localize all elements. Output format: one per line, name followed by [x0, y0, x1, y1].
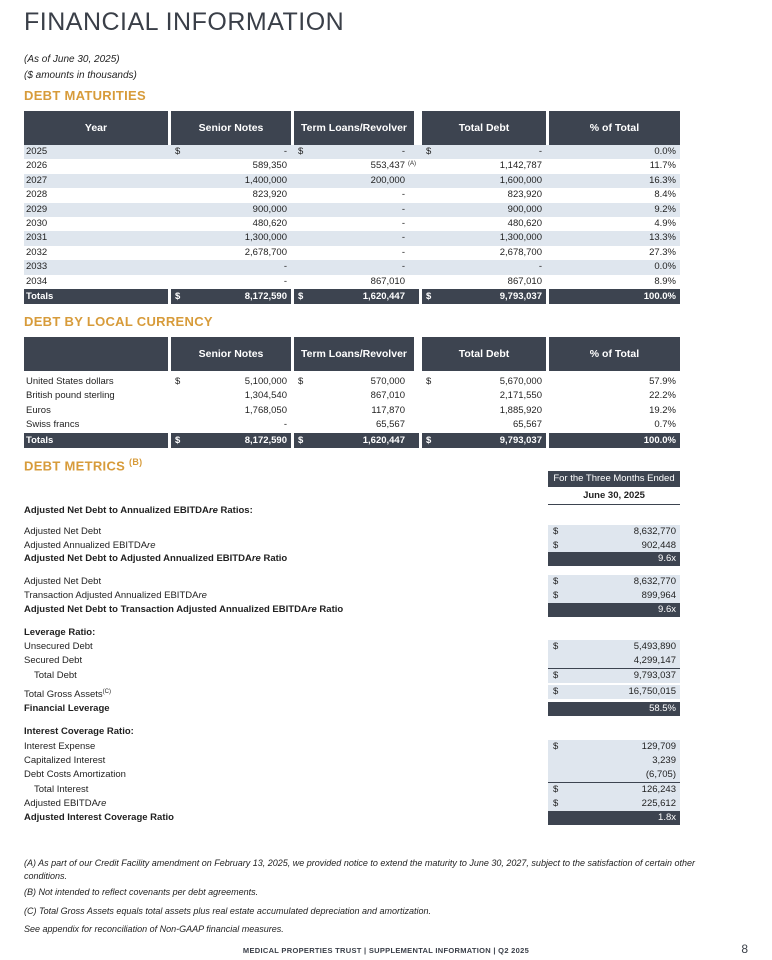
footnote-a: (A) As part of our Credit Facility amendment on February 13, 2025, we provided notice to extend the maturity to June 30, 2027, subject to the satisfaction of certain other conditions.: [24, 858, 696, 881]
term-loans-value: 1,620,447: [362, 290, 405, 302]
col-senior-notes: Senior Notes: [171, 111, 291, 145]
row-label: 2025: [26, 146, 48, 157]
metric-row: [24, 589, 680, 603]
dollar-sign: $: [426, 290, 432, 302]
table-row: [24, 404, 680, 418]
metric-label: Adjusted Interest Coverage Ratio: [24, 812, 174, 823]
metric-value: $ 225,612: [548, 797, 680, 811]
table-header: [24, 111, 680, 145]
metric-label: Adjusted Net Debt: [24, 576, 102, 587]
metric-value: 1.8x: [548, 811, 680, 825]
table-row: [24, 389, 680, 403]
pct-total-value: 100.0%: [643, 290, 676, 302]
footnote-c: (C) Total Gross Assets equals total assets plus real estate accumulated depreciation and amortization.: [24, 906, 432, 916]
pct-total-value: 11.7%: [649, 160, 676, 172]
table-row: [24, 159, 680, 173]
table-row: [24, 246, 680, 260]
note-a-marker: (A): [408, 161, 416, 168]
subtitle-units: ($ amounts in thousands): [24, 70, 137, 81]
metrics-column-date: June 30, 2025: [548, 488, 680, 505]
footnote-b: (B) Not intended to reflect covenants per debt agreements.: [24, 887, 259, 897]
metric-value: $ 16,750,015: [548, 685, 680, 699]
total-debt-value: 2,171,550: [499, 390, 542, 402]
pct-total-value: 0.0%: [654, 261, 676, 273]
ratios-heading: Adjusted Net Debt to Annualized EBITDAre Ratios:: [24, 505, 253, 516]
pct-total-value: 13.3%: [649, 232, 676, 244]
metric-row: [24, 552, 680, 566]
table-row: [24, 217, 680, 231]
debt-metrics-title: DEBT METRICS: [24, 458, 126, 474]
col-year: Year: [24, 111, 168, 145]
senior-notes-value: 1,300,000: [244, 232, 287, 244]
senior-notes-value: -: [283, 419, 287, 431]
col-pct-total: % of Total: [549, 111, 680, 145]
row-label: 2028: [26, 189, 48, 201]
metric-value: $ 899,964: [548, 589, 680, 603]
dollar-sign: $: [426, 434, 432, 446]
senior-notes-value: 1,400,000: [244, 174, 287, 186]
dollar-sign: $: [298, 434, 304, 446]
dollar-sign: $: [175, 146, 181, 157]
metric-label: Transaction Adjusted Annualized EBITDAre: [24, 590, 207, 601]
term-loans-value: -: [401, 146, 405, 157]
debt-maturities-table: [24, 111, 680, 304]
debt-maturities-heading: DEBT MATURITIES: [24, 88, 146, 103]
metric-row: [24, 640, 680, 654]
col-term-loans: Term Loans/Revolver: [294, 111, 414, 145]
dollar-sign: $: [175, 376, 181, 387]
pct-total-value: 0.7%: [654, 419, 676, 431]
pct-total-value: 8.4%: [654, 189, 676, 201]
pct-total-value: 57.9%: [649, 376, 676, 387]
metric-label: Adjusted Net Debt: [24, 526, 102, 537]
col-pct-total: % of Total: [549, 337, 680, 371]
dollar-sign: $: [298, 290, 304, 302]
senior-notes-value: 2,678,700: [244, 246, 287, 258]
coverage-heading: Interest Coverage Ratio:: [24, 726, 134, 737]
row-label: 2026: [26, 160, 48, 172]
metric-label: Total Gross Assets$^{(C)}$: [24, 689, 112, 701]
senior-notes-value: 1,768,050: [244, 404, 287, 416]
col-total-debt: Total Debt: [422, 111, 546, 145]
total-debt-value: 2,678,700: [499, 246, 542, 258]
metric-value: $ 9,793,037: [548, 669, 680, 683]
debt-currency-heading: DEBT BY LOCAL CURRENCY: [24, 314, 213, 329]
metric-label: Debt Costs Amortization: [24, 769, 126, 780]
debt-currency-table: [24, 337, 680, 448]
row-label: 2030: [26, 217, 48, 229]
term-loans-value: 867,010: [370, 390, 405, 402]
table-row: [24, 188, 680, 202]
total-debt-value: 1,142,787: [499, 160, 542, 172]
pct-total-value: 19.2%: [649, 404, 676, 416]
senior-notes-value: -: [283, 146, 287, 157]
term-loans-value: 117,870: [371, 404, 405, 416]
row-label: 2029: [26, 203, 48, 215]
metric-label: Adjusted Net Debt to Transaction Adjusted Annualized EBITDAre Ratio: [24, 604, 344, 615]
metric-row: [24, 525, 680, 539]
metric-label: Secured Debt: [24, 655, 83, 666]
total-debt-value: 900,000: [507, 203, 542, 215]
table-row: [24, 260, 680, 274]
leverage-heading-row: [24, 626, 680, 640]
metric-label: Interest Expense: [24, 741, 96, 752]
row-label: 2033: [26, 261, 48, 273]
debt-metrics-heading: [24, 457, 142, 473]
table-row: [24, 275, 680, 289]
row-label: Totals: [26, 434, 54, 446]
pct-total-value: 22.2%: [649, 390, 676, 402]
metric-label: Total Debt: [34, 670, 77, 681]
table-header: [24, 337, 680, 371]
total-debt-value: 1,885,920: [499, 404, 542, 416]
totals-row: [24, 433, 680, 448]
pct-total-value: 9.2%: [654, 203, 676, 215]
pct-total-value: 4.9%: [654, 217, 676, 229]
metric-row: [24, 575, 680, 589]
metric-label: Adjusted Annualized EBITDAre: [24, 540, 156, 551]
total-debt-value: 9,793,037: [499, 290, 542, 302]
total-debt-value: 1,600,000: [499, 174, 542, 186]
term-loans-value: 65,567: [375, 419, 405, 431]
term-loans-value: 553,437: [370, 160, 405, 172]
metric-label: Financial Leverage: [24, 703, 110, 714]
col-currency: [24, 337, 168, 371]
row-label: United States dollars: [26, 376, 114, 387]
ratios-heading-row: [24, 504, 680, 518]
page-number: 8: [741, 942, 748, 956]
metric-row: [24, 603, 680, 617]
senior-notes-value: 8,172,590: [244, 290, 287, 302]
metric-value: (6,705): [548, 768, 680, 783]
table-row: [24, 145, 680, 159]
pct-total-value: 27.3%: [649, 246, 676, 258]
col-term-loans: Term Loans/Revolver: [294, 337, 414, 371]
col-total-debt: Total Debt: [422, 337, 546, 371]
metric-row: [24, 702, 680, 716]
footnote-appendix: See appendix for reconciliation of Non-GAAP financial measures.: [24, 924, 284, 934]
senior-notes-value: 589,350: [252, 160, 287, 172]
table-row: [24, 231, 680, 245]
senior-notes-value: 823,920: [252, 189, 287, 201]
total-debt-value: 823,920: [507, 189, 542, 201]
metric-value: 3,239: [548, 754, 680, 768]
metric-row: [24, 797, 680, 811]
metric-row: [24, 654, 680, 668]
row-label: Euros: [26, 404, 51, 416]
term-loans-value: 200,000: [370, 174, 405, 186]
metric-row: [24, 740, 680, 754]
dollar-sign: $: [426, 376, 432, 387]
term-loans-value: 1,620,447: [362, 434, 405, 446]
metric-value: $ 129,709: [548, 740, 680, 754]
term-loans-value: 867,010: [370, 275, 405, 287]
senior-notes-value: -: [283, 261, 287, 273]
metrics-column-header: For the Three Months Ended: [548, 471, 680, 487]
total-debt-value: -: [538, 146, 542, 157]
metric-value: $ 5,493,890: [548, 640, 680, 654]
term-loans-value: -: [401, 246, 405, 258]
total-debt-value: 480,620: [507, 217, 542, 229]
senior-notes-value: 8,172,590: [244, 434, 287, 446]
senior-notes-value: 5,100,000: [244, 376, 287, 387]
term-loans-value: -: [401, 203, 405, 215]
table-row: [24, 418, 680, 432]
metric-label: Adjusted Net Debt to Adjusted Annualized EBITDAre Ratio: [24, 553, 288, 564]
metric-value: 4,299,147: [548, 654, 680, 669]
dollar-sign: $: [175, 290, 181, 302]
table-row: [24, 203, 680, 217]
row-label: 2027: [26, 174, 48, 186]
metric-value: 9.6x: [548, 552, 680, 566]
table-row: [24, 375, 680, 389]
leverage-heading: Leverage Ratio:: [24, 627, 96, 638]
total-debt-value: -: [538, 261, 542, 273]
table-row: [24, 174, 680, 188]
metric-row: [24, 754, 680, 768]
coverage-heading-row: [24, 725, 680, 739]
metric-row: [24, 768, 680, 782]
metric-label: Unsecured Debt: [24, 641, 93, 652]
metric-label: Total Interest: [34, 784, 89, 795]
total-debt-value: 9,793,037: [499, 434, 542, 446]
page-title: FINANCIAL INFORMATION: [24, 8, 345, 36]
row-label: Totals: [26, 290, 54, 302]
note-b-marker: (B): [129, 457, 143, 467]
senior-notes-value: 900,000: [252, 203, 287, 215]
page-footer: MEDICAL PROPERTIES TRUST | SUPPLEMENTAL INFORMATION | Q2 2025: [242, 946, 530, 955]
metric-value: $ 902,448: [548, 539, 680, 553]
metric-row: [24, 669, 680, 683]
total-debt-value: 65,567: [512, 419, 542, 431]
metric-row: [24, 685, 680, 699]
senior-notes-value: 480,620: [252, 217, 287, 229]
metric-row: [24, 811, 680, 825]
metric-row: [24, 783, 680, 797]
total-debt-value: 867,010: [507, 275, 542, 287]
dollar-sign: $: [298, 146, 304, 157]
pct-total-value: 100.0%: [643, 434, 676, 446]
dollar-sign: $: [298, 376, 304, 387]
row-label: 2034: [26, 275, 48, 287]
row-label: 2032: [26, 246, 48, 258]
term-loans-value: -: [401, 261, 405, 273]
term-loans-value: -: [401, 217, 405, 229]
metric-value: $ 8,632,770: [548, 525, 680, 539]
metric-value: 58.5%: [548, 702, 680, 716]
term-loans-value: -: [401, 189, 405, 201]
row-label: 2031: [26, 232, 48, 244]
metric-row: [24, 539, 680, 553]
dollar-sign: $: [175, 434, 181, 446]
metric-value: $ 126,243: [548, 783, 680, 797]
subtitle-date: (As of June 30, 2025): [24, 54, 120, 65]
dollar-sign: $: [426, 146, 432, 157]
metric-value: 9.6x: [548, 603, 680, 617]
row-label: British pound sterling: [26, 390, 115, 402]
pct-total-value: 16.3%: [649, 174, 676, 186]
metric-value: $ 8,632,770: [548, 575, 680, 589]
senior-notes-value: -: [283, 275, 287, 287]
term-loans-value: 570,000: [370, 376, 405, 387]
metric-label: Capitalized Interest: [24, 755, 106, 766]
metric-label: Adjusted EBITDAre: [24, 798, 107, 809]
col-senior-notes: Senior Notes: [171, 337, 291, 371]
pct-total-value: 0.0%: [654, 146, 676, 157]
senior-notes-value: 1,304,540: [244, 390, 287, 402]
pct-total-value: 8.9%: [654, 275, 676, 287]
total-debt-value: 1,300,000: [499, 232, 542, 244]
term-loans-value: -: [401, 232, 405, 244]
totals-row: [24, 289, 680, 304]
row-label: Swiss francs: [26, 419, 80, 431]
total-debt-value: 5,670,000: [499, 376, 542, 387]
